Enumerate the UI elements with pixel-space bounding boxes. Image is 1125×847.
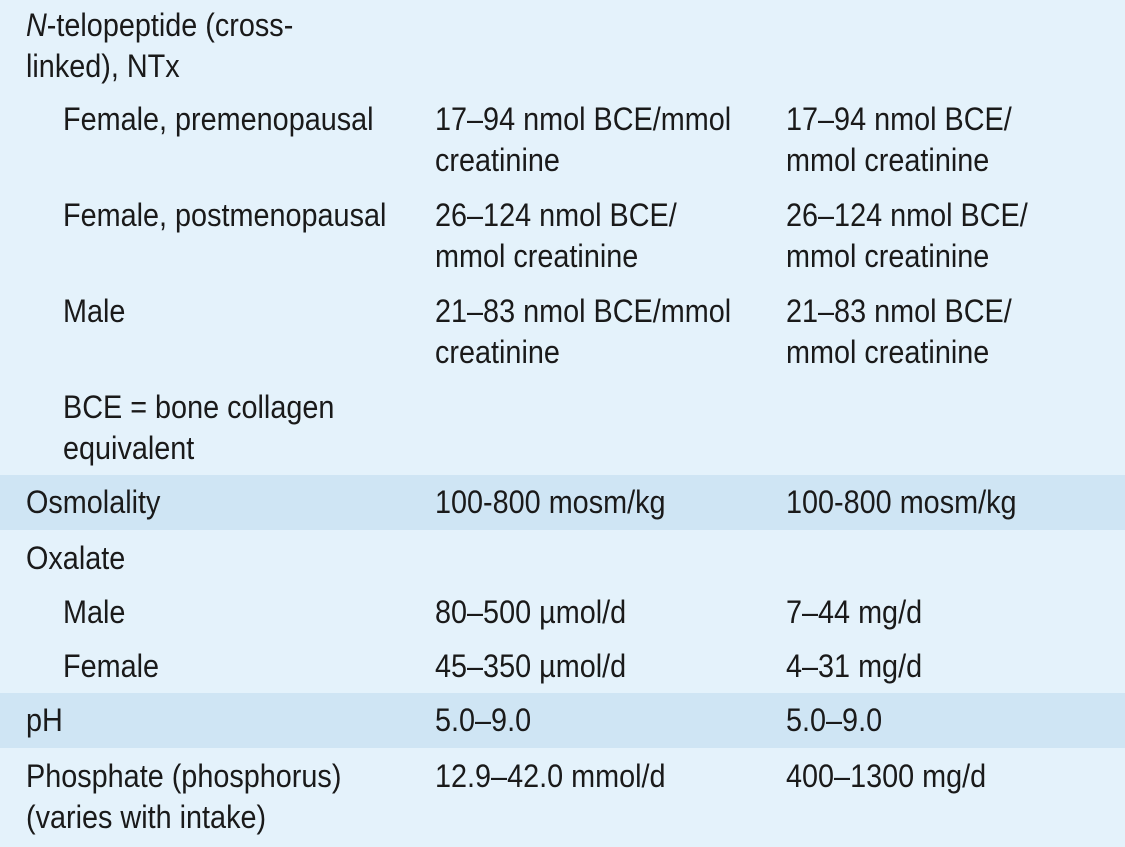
row-label: pH <box>26 702 63 738</box>
si-value: 12.9–42.0 mmol/d <box>435 758 666 794</box>
si-value-line: 21–83 nmol BCE/mmol <box>435 293 732 329</box>
row-label: Male <box>63 594 126 630</box>
table-row <box>0 646 1125 692</box>
conventional-value-line: mmol creatinine <box>786 334 990 370</box>
si-value: 80–500 µmol/d <box>435 594 627 630</box>
footnote-line: BCE = bone collagen <box>63 389 335 425</box>
row-label-line: -telopeptide (cross- <box>46 7 294 43</box>
row-label <box>26 756 341 838</box>
table-row <box>0 538 1125 584</box>
row-label-line: (varies with intake) <box>26 799 267 835</box>
conventional-value <box>786 99 1012 181</box>
row-label: Female, premenopausal <box>63 101 374 137</box>
table-row <box>0 5 1125 95</box>
conventional-value: 4–31 mg/d <box>786 648 923 684</box>
row-label: Oxalate <box>26 540 126 576</box>
si-value: 5.0–9.0 <box>435 702 532 738</box>
conventional-value-line: 26–124 nmol BCE/ <box>786 197 1028 233</box>
si-value <box>435 291 731 373</box>
table-row <box>0 592 1125 638</box>
conventional-value-line: 21–83 nmol BCE/ <box>786 293 1012 329</box>
si-value: 100-800 mosm/kg <box>435 484 666 520</box>
si-value: 45–350 µmol/d <box>435 648 627 684</box>
table-row <box>0 99 1125 191</box>
si-value-line: mmol creatinine <box>435 238 639 274</box>
row-label: Osmolality <box>26 484 161 520</box>
conventional-value: 400–1300 mg/d <box>786 758 987 794</box>
conventional-value: 5.0–9.0 <box>786 702 883 738</box>
si-value-line: 17–94 nmol BCE/mmol <box>435 101 732 137</box>
si-value-line: creatinine <box>435 334 560 370</box>
conventional-value: 7–44 mg/d <box>786 594 923 630</box>
conventional-value-line: mmol creatinine <box>786 238 990 274</box>
row-label: Female <box>63 648 160 684</box>
row-label-line: Phosphate (phosphorus) <box>26 758 342 794</box>
table-row <box>0 195 1125 287</box>
conventional-value: 100-800 mosm/kg <box>786 484 1017 520</box>
table-row <box>0 693 1125 748</box>
table-row <box>0 475 1125 530</box>
conventional-value-line: mmol creatinine <box>786 142 990 178</box>
row-label-line: linked), NTx <box>26 48 180 84</box>
conventional-value <box>786 195 1028 277</box>
table-row <box>0 387 1125 475</box>
si-value-line: 26–124 nmol BCE/ <box>435 197 677 233</box>
si-value-line: creatinine <box>435 142 560 178</box>
footnote <box>63 387 334 469</box>
row-label: Male <box>63 293 126 329</box>
table-row <box>0 756 1125 844</box>
footnote-line: equivalent <box>63 430 195 466</box>
conventional-value <box>786 291 1012 373</box>
si-value <box>435 195 677 277</box>
table-row <box>0 291 1125 383</box>
conventional-value-line: 17–94 nmol BCE/ <box>786 101 1012 137</box>
row-label <box>26 5 293 87</box>
si-value <box>435 99 731 181</box>
italic-prefix: N <box>26 7 47 43</box>
row-label: Female, postmenopausal <box>63 197 387 233</box>
